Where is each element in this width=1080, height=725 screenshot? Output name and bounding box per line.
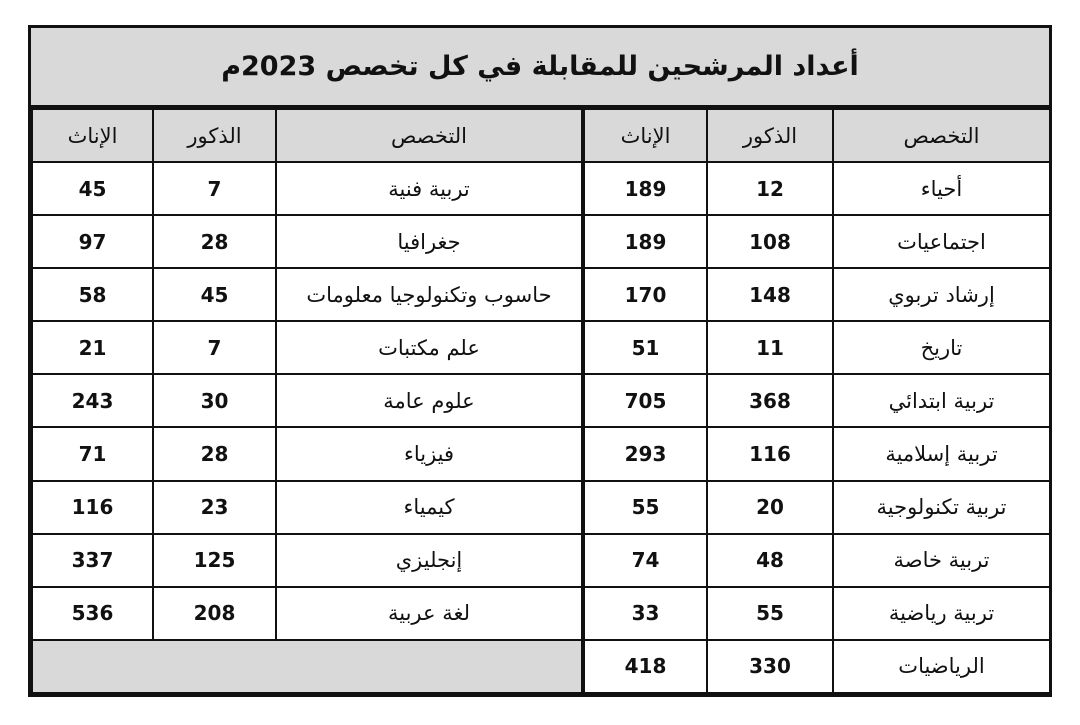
females-cell: 170 [583,268,707,321]
males-cell: 30 [153,374,276,427]
females-cell: 97 [32,215,153,268]
empty-cell [32,640,583,693]
females-cell: 45 [32,162,153,215]
specialty-cell: لغة عربية [276,587,583,640]
females-cell: 33 [583,587,707,640]
specialty-cell: تربية خاصة [833,534,1050,587]
specialty-cell: تربية فنية [276,162,583,215]
females-cell: 51 [583,321,707,374]
specialty-cell: حاسوب وتكنولوجيا معلومات [276,268,583,321]
specialty-cell: علوم عامة [276,374,583,427]
males-cell: 48 [707,534,833,587]
table-row [32,534,1050,587]
males-cell: 116 [707,427,833,480]
specialty-cell: علم مكتبات [276,321,583,374]
table-row [32,321,1050,374]
females-cell: 189 [583,162,707,215]
table-row [32,215,1050,268]
males-cell: 55 [707,587,833,640]
females-cell: 536 [32,587,153,640]
header-males-left: الذكور [153,109,276,162]
males-cell: 148 [707,268,833,321]
table-row [32,481,1050,534]
males-cell: 7 [153,162,276,215]
females-cell: 116 [32,481,153,534]
specialty-cell: تربية ابتدائي [833,374,1050,427]
table-frame [28,25,1052,697]
specialty-cell: أحياء [833,162,1050,215]
females-cell: 337 [32,534,153,587]
specialty-cell: تربية إسلامية [833,427,1050,480]
males-cell: 45 [153,268,276,321]
females-cell: 705 [583,374,707,427]
header-specialty-right: التخصص [833,109,1050,162]
females-cell: 418 [583,640,707,693]
males-cell: 108 [707,215,833,268]
header-males-right: الذكور [707,109,833,162]
males-cell: 28 [153,427,276,480]
page-title: أعداد المرشحين للمقابلة في كل تخصص 2023م [31,28,1049,108]
header-females-left: الإناث [32,109,153,162]
specialty-cell: الرياضيات [833,640,1050,693]
specialty-cell: إرشاد تربوي [833,268,1050,321]
table-row [32,427,1050,480]
specialty-cell: كيمياء [276,481,583,534]
specialty-cell: تاريخ [833,321,1050,374]
specialty-cell: فيزياء [276,427,583,480]
males-cell: 368 [707,374,833,427]
specialty-cell: جغرافيا [276,215,583,268]
females-cell: 189 [583,215,707,268]
table-row [32,587,1050,640]
specialty-cell: اجتماعيات [833,215,1050,268]
males-cell: 125 [153,534,276,587]
females-cell: 71 [32,427,153,480]
females-cell: 55 [583,481,707,534]
females-cell: 293 [583,427,707,480]
females-cell: 58 [32,268,153,321]
header-specialty-left: التخصص [276,109,583,162]
males-cell: 23 [153,481,276,534]
males-cell: 12 [707,162,833,215]
table-row [32,640,1050,693]
females-cell: 21 [32,321,153,374]
males-cell: 7 [153,321,276,374]
table-row [32,162,1050,215]
males-cell: 330 [707,640,833,693]
header-row [32,109,1050,162]
females-cell: 243 [32,374,153,427]
males-cell: 28 [153,215,276,268]
header-females-right: الإناث [583,109,707,162]
males-cell: 208 [153,587,276,640]
specialty-cell: تربية رياضية [833,587,1050,640]
table-row [32,268,1050,321]
table-row [32,374,1050,427]
candidates-table [31,108,1051,694]
specialty-cell: إنجليزي [276,534,583,587]
males-cell: 20 [707,481,833,534]
females-cell: 74 [583,534,707,587]
specialty-cell: تربية تكنولوجية [833,481,1050,534]
males-cell: 11 [707,321,833,374]
